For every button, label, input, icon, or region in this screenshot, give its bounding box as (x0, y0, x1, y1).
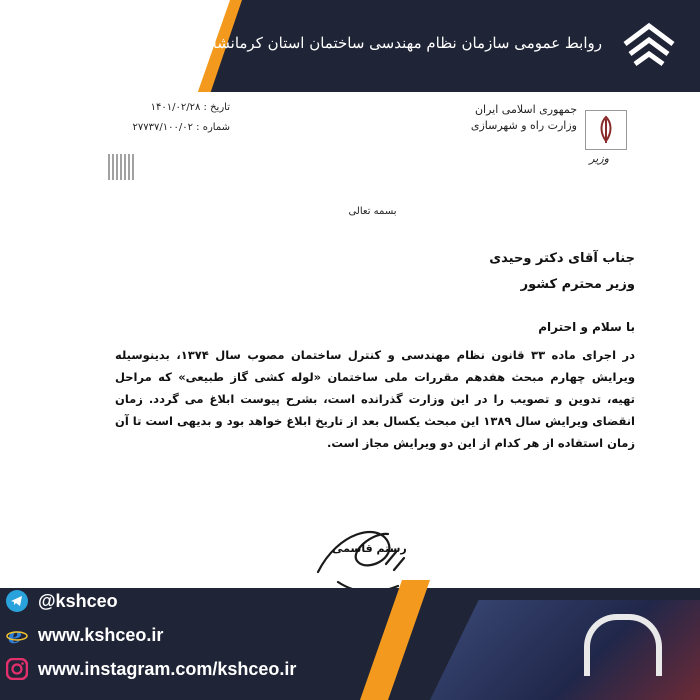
iran-emblem-icon (585, 110, 627, 150)
greeting: با سلام و احترام (538, 320, 635, 334)
letter-number: شماره : ۲۷۷۳۷/۱۰۰/۰۲ (132, 122, 230, 133)
arch-icon (584, 614, 662, 676)
telegram-icon (6, 590, 28, 612)
recipient-title: وزیر محترم کشور (520, 277, 635, 292)
browser-icon (6, 624, 28, 646)
recipient-block (489, 246, 635, 298)
organization-title: روابط عمومی سازمان نظام مهندسی ساختمان استان کرمانشاه (204, 34, 602, 52)
instagram-link[interactable] (6, 658, 296, 680)
letter-meta (110, 98, 230, 138)
official-letter (100, 92, 645, 612)
ministry-header (471, 102, 577, 134)
header-white-area (0, 0, 230, 92)
header-banner (0, 0, 700, 92)
instagram-url: www.instagram.com/kshceo.ir (38, 658, 297, 679)
signer-name: رستم قاسمی (332, 542, 407, 555)
invocation: بسمه تعالی (348, 206, 397, 217)
telegram-handle: @kshceo (38, 590, 118, 611)
website-url: www.kshceo.ir (38, 624, 164, 645)
house-roof-logo-icon (620, 18, 678, 76)
letter-body: در اجرای ماده ۳۳ قانون نظام مهندسی و کنترل ساختمان مصوب سال ۱۳۷۴، بدینوسیله ویرایش چهارم مبحث هفدهم مقررات ملی ساختمان «لوله کشی گاز طبیعی» که مراحل تهیه، تدوین و تصویب را در این وزارت گذرانده است، بشرح پیوست ابلاغ می گردد. زمان انقضای ویرایش سال ۱۳۸۹ این مبحث یکسال بعد از تاریخ ابلاغ خواهد بود و بدیهی است تا آن زمان استفاده از هر کدام از این دو ویرایش مجاز است. (115, 348, 636, 450)
recipient-name: جناب آقای دکتر وحیدی (489, 251, 635, 266)
sender-title: وزیر (589, 152, 609, 165)
website-link[interactable] (6, 624, 163, 646)
letter-date: تاریخ : ۱۴۰۱/۰۲/۲۸ (150, 102, 230, 113)
telegram-link[interactable] (6, 590, 118, 612)
instagram-icon (6, 658, 28, 680)
svg-text:e: e (8, 624, 22, 646)
country-name: جمهوری اسلامی ایران (474, 103, 577, 116)
qr-code-icon (108, 154, 134, 180)
ministry-name: وزارت راه و شهرسازی (470, 119, 577, 132)
footer-banner (0, 570, 700, 700)
